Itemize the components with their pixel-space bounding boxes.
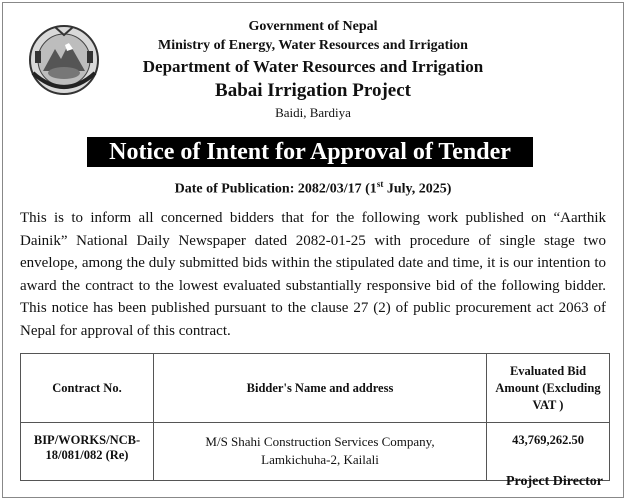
bidder-address: Lamkichuha-2, Kailali: [261, 452, 379, 467]
ministry-heading: Ministry of Energy, Water Resources and Irrigation: [158, 38, 468, 53]
award-table: [20, 353, 610, 481]
letterhead: [3, 17, 623, 121]
project-heading: Babai Irrigation Project: [215, 80, 411, 101]
header-contract-no: Contract No.: [21, 354, 154, 423]
publication-date: Date of Publication: 2082/03/17 (1st July, 2025): [174, 179, 452, 197]
bidder-name: M/S Shahi Construction Services Company,: [205, 434, 435, 449]
table-row: [21, 423, 610, 481]
header-bidder: Bidder's Name and address: [154, 354, 487, 423]
cell-amount: 43,769,262.50: [487, 423, 610, 481]
signature-title: Project Director: [505, 474, 603, 489]
government-heading: Government of Nepal: [248, 19, 378, 34]
cell-contract-no: BIP/WORKS/NCB-18/081/082 (Re): [21, 423, 154, 481]
location-text: Baidi, Bardiya: [275, 105, 351, 120]
department-heading: Department of Water Resources and Irrigation: [142, 57, 484, 76]
notice-title: Notice of Intent for Approval of Tender: [87, 137, 533, 167]
header-amount: Evaluated Bid Amount (Excluding VAT ): [487, 354, 610, 423]
notice-body: This is to inform all concerned bidders that for the following work published on “Aarthik Dainik” National Daily Newspaper dated 2082-01-25 with procedure of single stage two envelope, among the duly submitted bids within the stipulated date and time, it is our intention to award the contract to the lowest evaluated substantially responsive bid of the following bidder. This notice has been published pursuant to the clause 27 (2) of public procurement act 2063 of Nepal for approval of this contract.: [20, 210, 606, 339]
table-header-row: [21, 354, 610, 423]
cell-bidder: [154, 423, 487, 481]
notice-page: [2, 2, 624, 498]
